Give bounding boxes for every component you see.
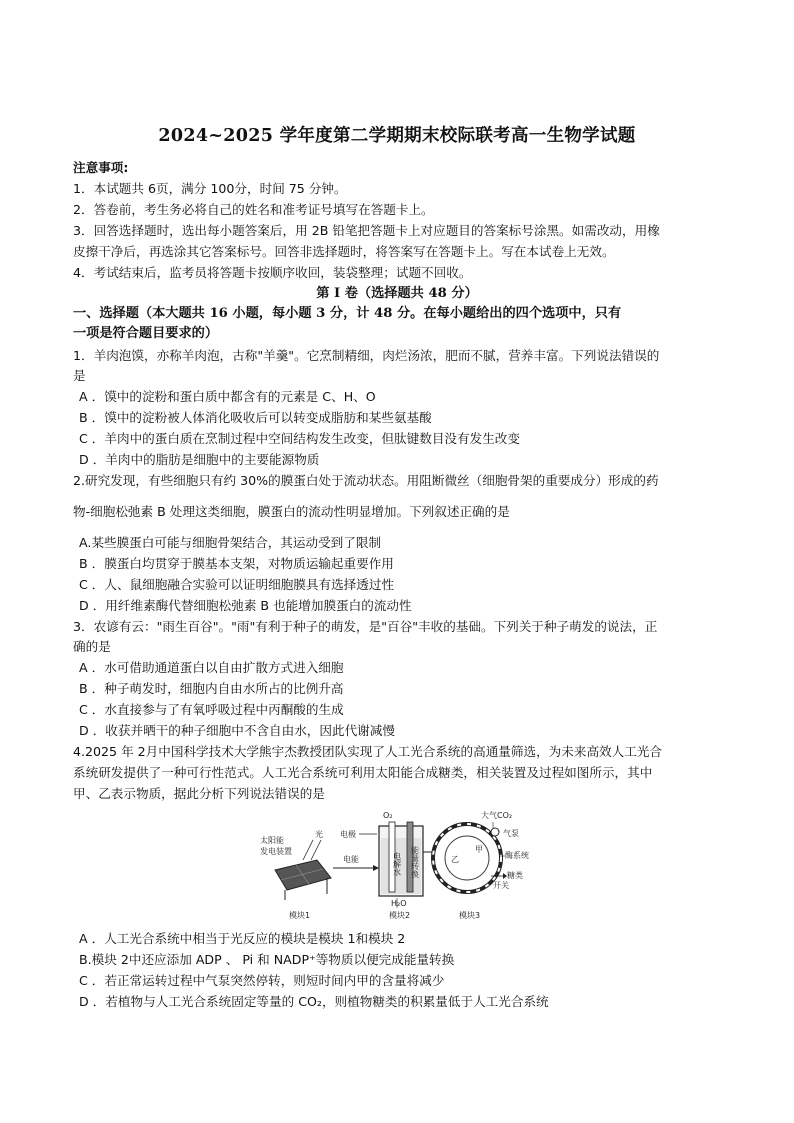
q3-option-d: D ．收获并晒干的种子细胞中不含自由水，因此代谢减慢 bbox=[79, 723, 395, 738]
notice-item: 皮擦干净后，再选涂其它答案标号。回答非选择题时，将答案写在答题卡上。写在本试卷上无效。 bbox=[73, 244, 615, 259]
q2-option-d: D ．用纤维素酶代替细胞松弛素 B 也能增加膜蛋白的流动性 bbox=[79, 598, 412, 613]
electrolysis-label: 电解水 bbox=[392, 852, 402, 876]
o2-label: O₂ bbox=[383, 811, 393, 820]
solar-label: 发电装置 bbox=[260, 847, 292, 856]
pump-icon bbox=[491, 828, 499, 836]
q3-option-b: B ．种子萌发时，细胞内自由水所占的比例升高 bbox=[79, 681, 344, 696]
jia-label: 甲 bbox=[475, 845, 483, 854]
enzyme-ring bbox=[423, 824, 501, 892]
question-4-stem: 甲、乙表示物质，据此分析下列说法错误的是 bbox=[73, 786, 325, 801]
question-2-stem: 2.研究发现，有些细胞只有约 30%的膜蛋白处于流动状态。用阻断微丝（细胞骨架的重要成分）形成的药 bbox=[73, 473, 659, 488]
notice-heading: 注意事项: bbox=[73, 160, 129, 175]
q4-option-b: B.模块 2中还应添加 ADP 、 Pi 和 NADP⁺等物质以便完成能量转换 bbox=[79, 952, 455, 967]
module-2-label: 模块2 bbox=[389, 911, 411, 920]
q2-option-b: B ．膜蛋白均贯穿于膜基本支架，对物质运输起重要作用 bbox=[79, 556, 394, 571]
electrode-label: 电极 bbox=[340, 830, 356, 839]
q3-option-c: C ．水直接参与了有氧呼吸过程中丙酮酸的生成 bbox=[79, 702, 344, 717]
notice-item: 3．回答选择题时，选出每小题答案后，用 2B 铅笔把答题卡上对应题目的答案标号涂黑。如需改动，用橡 bbox=[73, 223, 660, 238]
question-4-stem: 4.2025 年 2月中国科学技术大学熊宇杰教授团队实现了人工光合系统的高通量筛选，为未来高效人工光合 bbox=[73, 744, 663, 759]
q3-option-a: A ．水可借助通道蛋白以自由扩散方式进入细胞 bbox=[79, 660, 344, 675]
question-4-stem: 系统研发提供了一种可行性范式。人工光合系统可利用太阳能合成糖类，相关装置及过程如图所示，其中 bbox=[73, 765, 653, 780]
artificial-photosynthesis-diagram bbox=[255, 808, 537, 920]
question-3-stem: 3．农谚有云："雨生百谷"。"雨"有利于种子的萌发，是"百谷"丰收的基础。下列关于种子萌发的说法，正 bbox=[73, 619, 658, 634]
light-label: 光 bbox=[315, 830, 323, 839]
q2-option-c: C ．人、鼠细胞融合实验可以证明细胞膜具有选择透过性 bbox=[79, 577, 395, 592]
section-heading: 一、选择题（本大题共 16 小题，每小题 3 分，计 48 分。在每小题给出的四个选项中，只有 bbox=[73, 306, 622, 321]
pump-label: 气泵 bbox=[503, 829, 519, 838]
power-label: 电能 bbox=[343, 855, 359, 864]
question-3-stem: 确的是 bbox=[73, 639, 111, 654]
enzyme-label: 酶系统 bbox=[505, 851, 529, 860]
module-1-label: 模块1 bbox=[289, 911, 311, 920]
section-heading: 一项是符合题目要求的） bbox=[73, 326, 219, 341]
exam-title: 2024~2025 学年度第二学期期末校际联考高一生物学试题 bbox=[158, 126, 636, 146]
notice-item: 1．本试题共 6页，满分 100分，时间 75 分钟。 bbox=[73, 181, 347, 196]
q1-option-a: A ．馍中的淀粉和蛋白质中都含有的元素是 C、H、O bbox=[79, 389, 376, 404]
q2-option-a: A.某些膜蛋白可能与细胞骨架结合，其运动受到了限制 bbox=[79, 535, 382, 550]
sugar-label: 糖类 bbox=[507, 871, 523, 880]
q4-option-c: C ．若正常运转过程中气泵突然停转，则短时间内甲的含量将减少 bbox=[79, 973, 445, 988]
solar-panel bbox=[275, 860, 331, 900]
solar-label: 太阳能 bbox=[260, 836, 284, 845]
q1-option-c: C ．羊肉中的蛋白质在烹制过程中空间结构发生改变，但肽键数目没有发生改变 bbox=[79, 431, 520, 446]
q4-option-a: A ．人工光合系统中相当于光反应的模块是模块 1和模块 2 bbox=[79, 931, 406, 946]
q4-option-d: D ．若植物与人工光合系统固定等量的 CO₂，则植物糖类的积累量低于人工光合系统 bbox=[79, 994, 549, 1009]
question-2-stem: 物-细胞松弛素 B 处理这类细胞，膜蛋白的流动性明显增加。下列叙述正确的是 bbox=[73, 504, 510, 519]
switch-label: 开关 bbox=[493, 881, 509, 890]
q1-option-b: B ．馍中的淀粉被人体消化吸收后可以转变成脂肪和某些氨基酸 bbox=[79, 410, 432, 425]
notice-item: 4．考试结束后，监考员将答题卡按顺序收回，装袋整理；试题不回收。 bbox=[73, 265, 472, 280]
yi-label: 乙 bbox=[451, 855, 459, 864]
module-3-label: 模块3 bbox=[459, 911, 481, 920]
q1-option-d: D ．羊肉中的脂肪是细胞中的主要能源物质 bbox=[79, 452, 320, 467]
h2o-label: H₂O bbox=[391, 899, 407, 908]
part-heading: 第 I 卷（选择题共 48 分） bbox=[316, 286, 478, 301]
notice-item: 2．答卷前，考生务必将自己的姓名和准考证号填写在答题卡上。 bbox=[73, 202, 434, 217]
question-1-stem: 是 bbox=[73, 368, 86, 383]
question-1-stem: 1．羊肉泡馍，亦称羊肉泡，古称"羊羹"。它烹制精细，肉烂汤浓，肥而不腻，营养丰富。下列说法错误的 bbox=[73, 348, 660, 363]
energy-label: 能量转换 bbox=[410, 846, 420, 878]
co2-label: 大气CO₂ bbox=[481, 811, 513, 820]
